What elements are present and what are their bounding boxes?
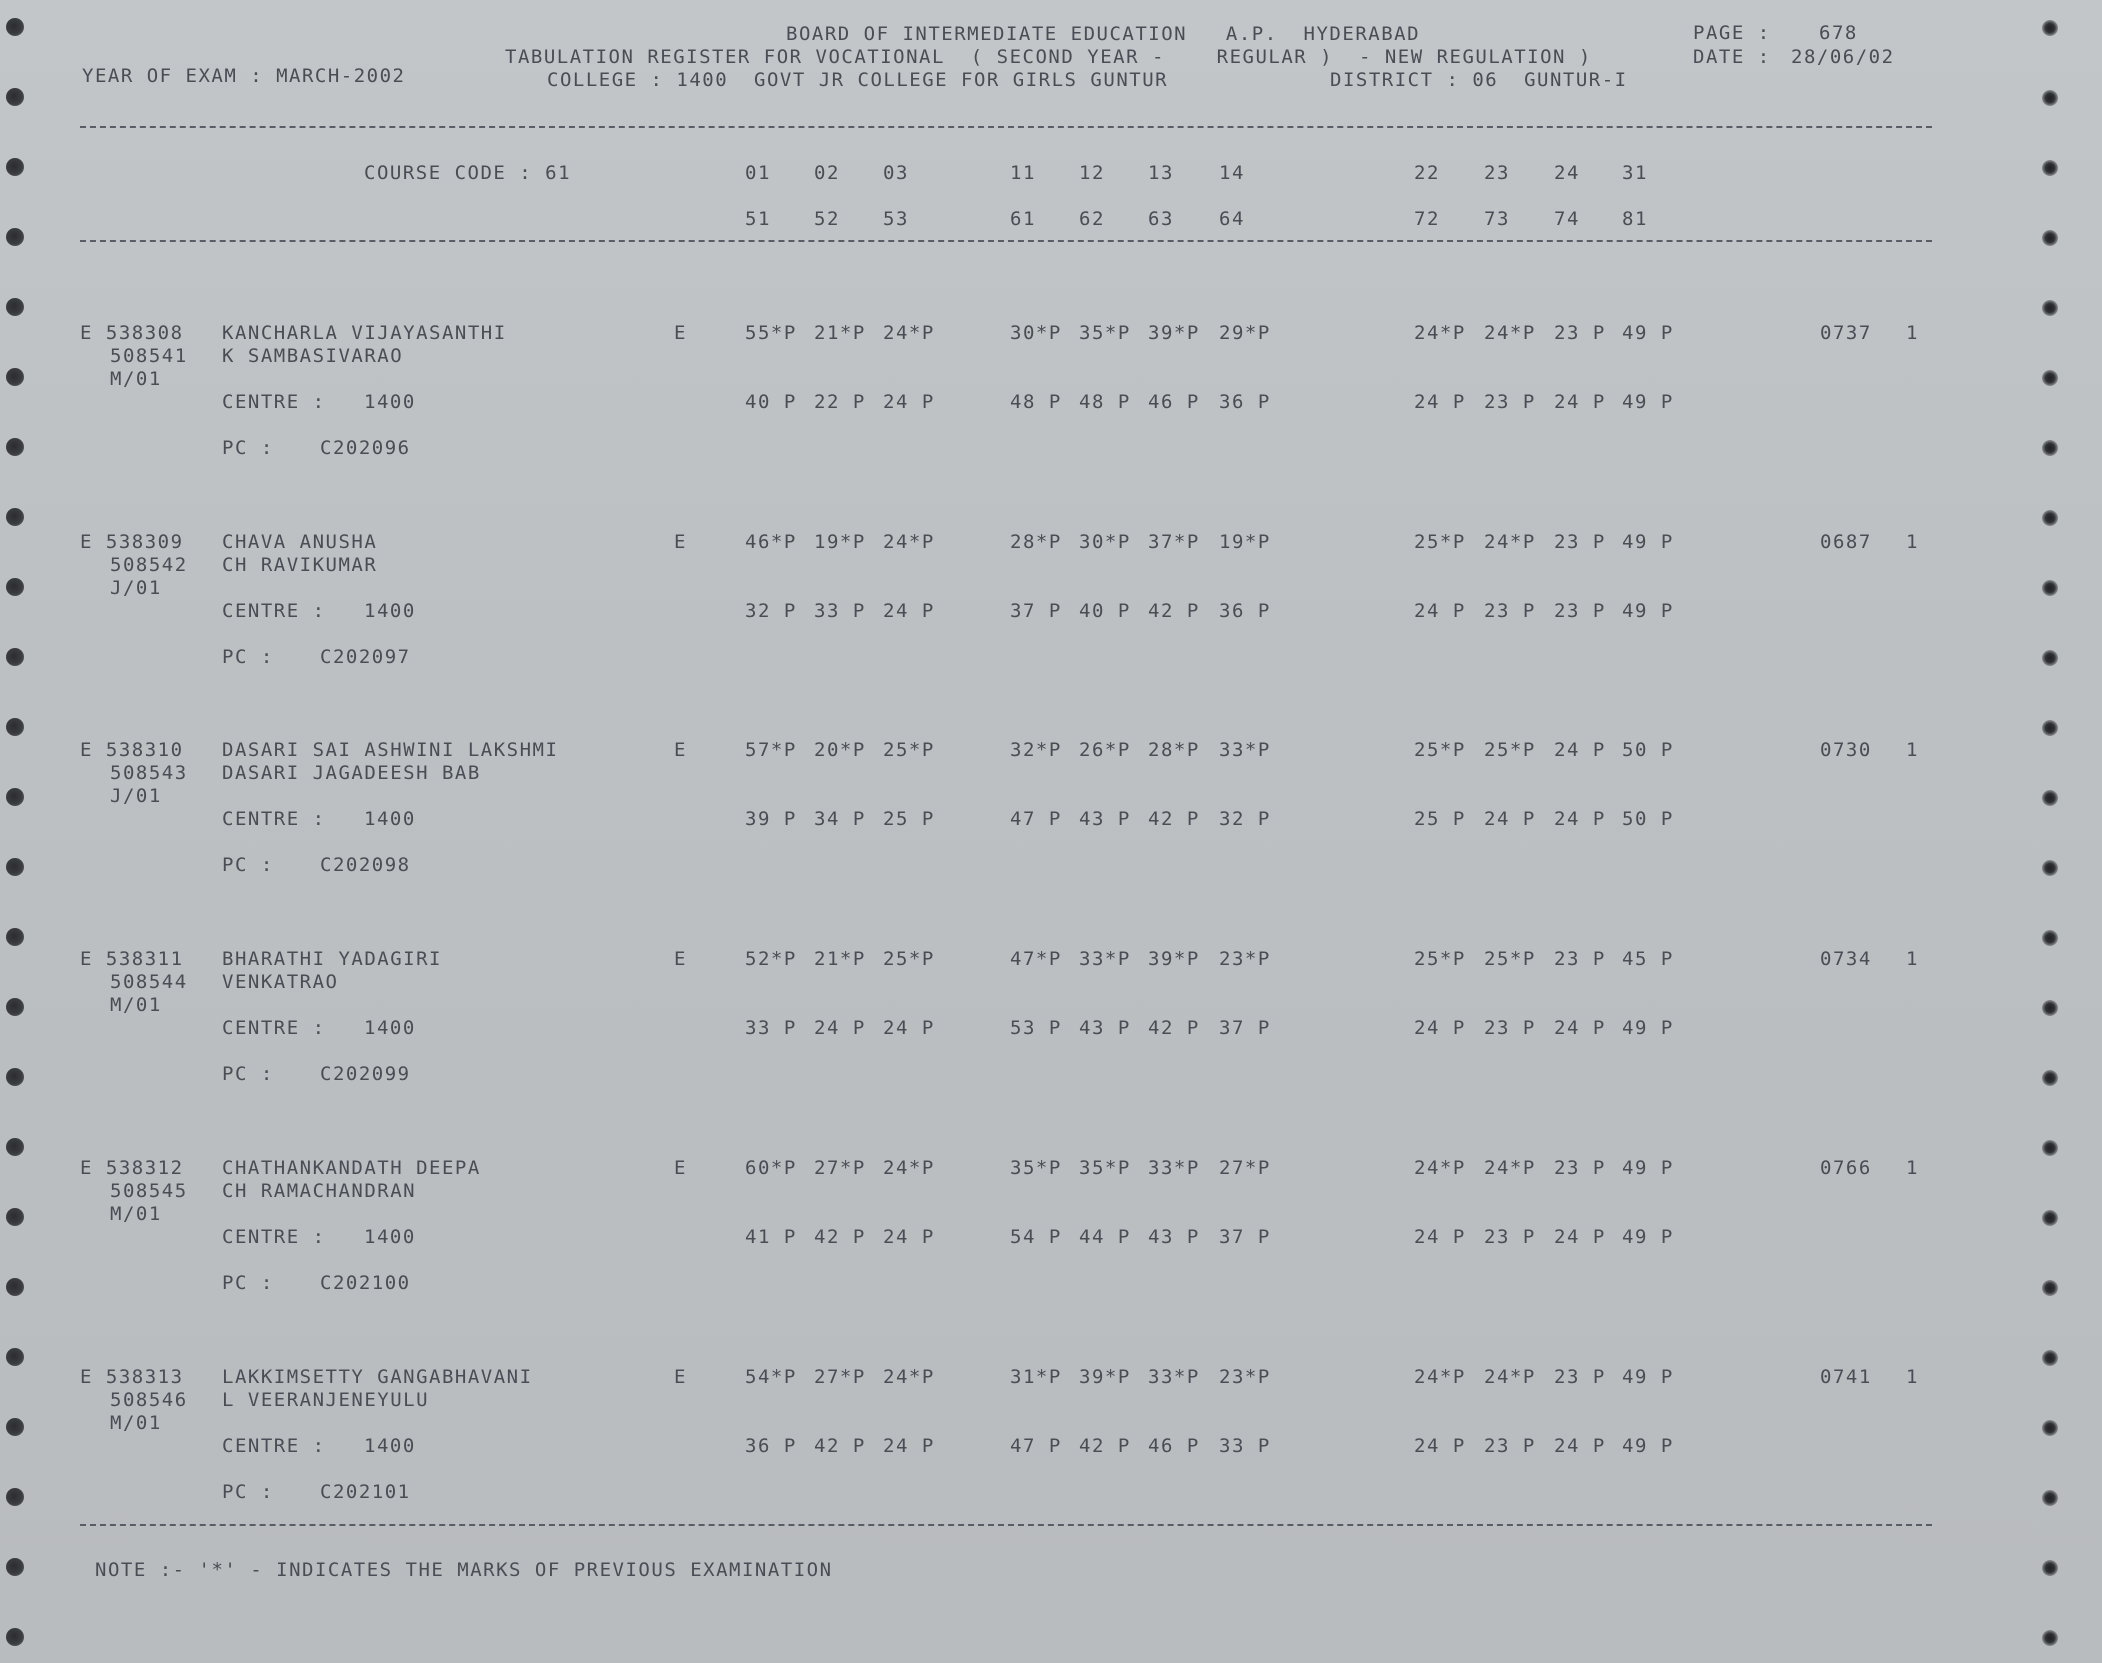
mark-cell: 44 P: [1079, 1226, 1131, 1248]
mark-cell: 25*P: [1484, 948, 1536, 970]
mark-cell: 23 P: [1484, 1435, 1536, 1457]
mark-cell: 43 P: [1148, 1226, 1200, 1248]
pc-label: PC :: [222, 437, 274, 459]
pc-label: PC :: [222, 1272, 274, 1294]
mark-cell: 33*P: [1148, 1366, 1200, 1388]
total-marks: 0737: [1820, 322, 1872, 344]
mark-cell: 36 P: [1219, 600, 1271, 622]
mark-cell: 48 P: [1010, 391, 1062, 413]
mark-cell: 24*P: [1484, 531, 1536, 553]
tractor-hole: [2042, 440, 2058, 456]
tractor-hole: [2042, 720, 2058, 736]
mark-cell: 49 P: [1622, 1435, 1674, 1457]
mark-cell: 33*P: [1148, 1157, 1200, 1179]
mark-cell: 24 P: [1554, 1435, 1606, 1457]
mark-cell: 36 P: [745, 1435, 797, 1457]
mark-cell: 24 P: [814, 1017, 866, 1039]
mark-cell: 42 P: [814, 1435, 866, 1457]
mark-cell: 42 P: [1079, 1435, 1131, 1457]
tractor-hole: [6, 228, 24, 246]
report-date: 28/06/02: [1791, 46, 1895, 68]
page-label: PAGE :: [1693, 22, 1771, 44]
mark-cell: 24 P: [1554, 1226, 1606, 1248]
centre-code: 1400: [364, 1226, 416, 1248]
board-title: BOARD OF INTERMEDIATE EDUCATION A.P. HYDERABAD: [786, 23, 1421, 45]
father-code: 508544: [110, 971, 188, 993]
total-marks: 0687: [1820, 531, 1872, 553]
pc-label: PC :: [222, 854, 274, 876]
subject-code: 31: [1622, 162, 1648, 184]
mark-cell: 49 P: [1622, 1366, 1674, 1388]
mark-cell: 46*P: [745, 531, 797, 553]
mark-cell: 28*P: [1148, 739, 1200, 761]
subject-code: 51: [745, 208, 771, 230]
tractor-hole: [2042, 1210, 2058, 1226]
mark-cell: 22 P: [814, 391, 866, 413]
total-marks: 0734: [1820, 948, 1872, 970]
mark-cell: 47*P: [1010, 948, 1062, 970]
hall-ticket-number: E 538308: [80, 322, 184, 344]
tractor-hole: [2042, 650, 2058, 666]
mark-cell: 23 P: [1554, 322, 1606, 344]
mark-cell: 49 P: [1622, 1226, 1674, 1248]
subject-code: 14: [1219, 162, 1245, 184]
tractor-hole: [6, 928, 24, 946]
father-code: 508543: [110, 762, 188, 784]
mark-cell: 32 P: [1219, 808, 1271, 830]
mark-cell: 33 P: [745, 1017, 797, 1039]
hall-ticket-number: E 538312: [80, 1157, 184, 1179]
centre-code: 1400: [364, 600, 416, 622]
tractor-hole: [2042, 860, 2058, 876]
tractor-hole: [6, 578, 24, 596]
mark-cell: 49 P: [1622, 1157, 1674, 1179]
tractor-hole: [2042, 1280, 2058, 1296]
mark-cell: 24 P: [1414, 391, 1466, 413]
mark-cell: 24 P: [883, 1017, 935, 1039]
mark-cell: 33 P: [1219, 1435, 1271, 1457]
subject-code: 62: [1079, 208, 1105, 230]
mark-cell: 40 P: [1079, 600, 1131, 622]
tractor-hole: [2042, 1140, 2058, 1156]
mark-cell: 25*P: [1414, 531, 1466, 553]
mark-cell: 35*P: [1010, 1157, 1062, 1179]
divider: [80, 1524, 1932, 1526]
medium: E: [674, 322, 687, 344]
medium: E: [674, 1366, 687, 1388]
father-name: CH RAMACHANDRAN: [222, 1180, 417, 1202]
mark-cell: 47 P: [1010, 1435, 1062, 1457]
tractor-hole: [2042, 510, 2058, 526]
centre-label: CENTRE :: [222, 808, 326, 830]
father-code: 508542: [110, 554, 188, 576]
tractor-hole: [6, 998, 24, 1016]
mark-cell: 30*P: [1010, 322, 1062, 344]
group-code: J/01: [110, 785, 162, 807]
total-marks: 0766: [1820, 1157, 1872, 1179]
mark-cell: 25 P: [1414, 808, 1466, 830]
father-code: 508546: [110, 1389, 188, 1411]
mark-cell: 37 P: [1219, 1226, 1271, 1248]
mark-cell: 24*P: [883, 322, 935, 344]
mark-cell: 30*P: [1079, 531, 1131, 553]
mark-cell: 40 P: [745, 391, 797, 413]
tractor-hole: [6, 1208, 24, 1226]
hall-ticket-number: E 538310: [80, 739, 184, 761]
tractor-hole: [2042, 1070, 2058, 1086]
mark-cell: 47 P: [1010, 808, 1062, 830]
mark-cell: 35*P: [1079, 1157, 1131, 1179]
pc-label: PC :: [222, 646, 274, 668]
subject-code: 61: [1010, 208, 1036, 230]
student-name: KANCHARLA VIJAYASANTHI: [222, 322, 507, 344]
division: 1: [1906, 1157, 1919, 1179]
mark-cell: 24 P: [1554, 739, 1606, 761]
total-marks: 0741: [1820, 1366, 1872, 1388]
subject-code: 81: [1622, 208, 1648, 230]
tractor-hole: [6, 788, 24, 806]
subject-code: 53: [883, 208, 909, 230]
mark-cell: 52*P: [745, 948, 797, 970]
mark-cell: 24 P: [1554, 1017, 1606, 1039]
pc-number: C202098: [320, 854, 411, 876]
centre-label: CENTRE :: [222, 1226, 326, 1248]
medium: E: [674, 1157, 687, 1179]
mark-cell: 49 P: [1622, 600, 1674, 622]
mark-cell: 43 P: [1079, 1017, 1131, 1039]
mark-cell: 39*P: [1148, 948, 1200, 970]
mark-cell: 41 P: [745, 1226, 797, 1248]
mark-cell: 50 P: [1622, 808, 1674, 830]
tractor-hole: [6, 1138, 24, 1156]
mark-cell: 23 P: [1484, 391, 1536, 413]
mark-cell: 23 P: [1484, 1226, 1536, 1248]
mark-cell: 54*P: [745, 1366, 797, 1388]
tractor-hole: [2042, 300, 2058, 316]
tractor-hole: [6, 1418, 24, 1436]
mark-cell: 49 P: [1622, 1017, 1674, 1039]
mark-cell: 25 P: [883, 808, 935, 830]
mark-cell: 24*P: [1484, 1366, 1536, 1388]
mark-cell: 31*P: [1010, 1366, 1062, 1388]
pc-number: C202097: [320, 646, 411, 668]
subject-code: 03: [883, 162, 909, 184]
medium: E: [674, 531, 687, 553]
father-name: CH RAVIKUMAR: [222, 554, 378, 576]
mark-cell: 60*P: [745, 1157, 797, 1179]
mark-cell: 42 P: [1148, 1017, 1200, 1039]
mark-cell: 19*P: [814, 531, 866, 553]
centre-code: 1400: [364, 1435, 416, 1457]
mark-cell: 23 P: [1554, 531, 1606, 553]
medium: E: [674, 739, 687, 761]
mark-cell: 42 P: [814, 1226, 866, 1248]
mark-cell: 46 P: [1148, 1435, 1200, 1457]
mark-cell: 23 P: [1554, 948, 1606, 970]
pc-label: PC :: [222, 1063, 274, 1085]
year-of-exam: YEAR OF EXAM : MARCH-2002: [82, 65, 406, 87]
mark-cell: 57*P: [745, 739, 797, 761]
mark-cell: 24 P: [1414, 1435, 1466, 1457]
mark-cell: 23*P: [1219, 1366, 1271, 1388]
centre-label: CENTRE :: [222, 600, 326, 622]
tractor-hole: [6, 1278, 24, 1296]
centre-label: CENTRE :: [222, 1017, 326, 1039]
mark-cell: 27*P: [1219, 1157, 1271, 1179]
tractor-hole: [6, 1488, 24, 1506]
mark-cell: 33*P: [1079, 948, 1131, 970]
mark-cell: 45 P: [1622, 948, 1674, 970]
mark-cell: 21*P: [814, 322, 866, 344]
tractor-hole: [2042, 790, 2058, 806]
pc-label: PC :: [222, 1481, 274, 1503]
father-code: 508545: [110, 1180, 188, 1202]
centre-label: CENTRE :: [222, 391, 326, 413]
mark-cell: 23*P: [1219, 948, 1271, 970]
mark-cell: 23 P: [1554, 1366, 1606, 1388]
subject-code: 72: [1414, 208, 1440, 230]
mark-cell: 32*P: [1010, 739, 1062, 761]
subject-code: 74: [1554, 208, 1580, 230]
group-code: J/01: [110, 577, 162, 599]
mark-cell: 39*P: [1148, 322, 1200, 344]
tractor-hole: [6, 438, 24, 456]
mark-cell: 25*P: [1414, 948, 1466, 970]
mark-cell: 23 P: [1484, 600, 1536, 622]
father-name: VENKATRAO: [222, 971, 339, 993]
mark-cell: 24*P: [1414, 1157, 1466, 1179]
mark-cell: 37 P: [1219, 1017, 1271, 1039]
subject-code: 02: [814, 162, 840, 184]
mark-cell: 24 P: [883, 391, 935, 413]
tractor-hole: [6, 368, 24, 386]
mark-cell: 27*P: [814, 1157, 866, 1179]
tractor-hole: [2042, 580, 2058, 596]
mark-cell: 23 P: [1554, 1157, 1606, 1179]
mark-cell: 54 P: [1010, 1226, 1062, 1248]
centre-code: 1400: [364, 1017, 416, 1039]
left-tractor-feed-holes: [0, 0, 40, 1663]
subject-code: 23: [1484, 162, 1510, 184]
mark-cell: 48 P: [1079, 391, 1131, 413]
mark-cell: 24 P: [1414, 1017, 1466, 1039]
mark-cell: 42 P: [1148, 808, 1200, 830]
tractor-hole: [2042, 1420, 2058, 1436]
mark-cell: 50 P: [1622, 739, 1674, 761]
mark-cell: 24*P: [1414, 1366, 1466, 1388]
medium: E: [674, 948, 687, 970]
page-number: 678: [1819, 22, 1858, 44]
father-name: DASARI JAGADEESH BAB: [222, 762, 481, 784]
mark-cell: 39*P: [1079, 1366, 1131, 1388]
mark-cell: 24*P: [883, 531, 935, 553]
student-name: BHARATHI YADAGIRI: [222, 948, 442, 970]
mark-cell: 20*P: [814, 739, 866, 761]
mark-cell: 21*P: [814, 948, 866, 970]
division: 1: [1906, 322, 1919, 344]
pc-number: C202096: [320, 437, 411, 459]
mark-cell: 23 P: [1484, 1017, 1536, 1039]
tractor-hole: [6, 858, 24, 876]
mark-cell: 24 P: [883, 1435, 935, 1457]
mark-cell: 29*P: [1219, 322, 1271, 344]
subject-code: 11: [1010, 162, 1036, 184]
mark-cell: 33*P: [1219, 739, 1271, 761]
district-line: DISTRICT : 06 GUNTUR-I: [1330, 69, 1628, 91]
mark-cell: 43 P: [1079, 808, 1131, 830]
mark-cell: 19*P: [1219, 531, 1271, 553]
mark-cell: 24*P: [883, 1157, 935, 1179]
mark-cell: 55*P: [745, 322, 797, 344]
hall-ticket-number: E 538311: [80, 948, 184, 970]
right-tractor-feed-holes: [2040, 0, 2080, 1663]
mark-cell: 33 P: [814, 600, 866, 622]
mark-cell: 24 P: [883, 600, 935, 622]
division: 1: [1906, 739, 1919, 761]
tractor-hole: [6, 1068, 24, 1086]
tractor-hole: [2042, 1490, 2058, 1506]
register-title: TABULATION REGISTER FOR VOCATIONAL ( SECOND YEAR - REGULAR ) - NEW REGULATION ): [505, 46, 1592, 68]
mark-cell: 34 P: [814, 808, 866, 830]
mark-cell: 25*P: [1484, 739, 1536, 761]
student-name: LAKKIMSETTY GANGABHAVANI: [222, 1366, 533, 1388]
tractor-hole: [2042, 930, 2058, 946]
divider: [80, 240, 1932, 242]
division: 1: [1906, 1366, 1919, 1388]
tractor-hole: [6, 648, 24, 666]
group-code: M/01: [110, 368, 162, 390]
father-name: K SAMBASIVARAO: [222, 345, 404, 367]
mark-cell: 35*P: [1079, 322, 1131, 344]
group-code: M/01: [110, 1203, 162, 1225]
total-marks: 0730: [1820, 739, 1872, 761]
father-name: L VEERANJENEYULU: [222, 1389, 430, 1411]
mark-cell: 37 P: [1010, 600, 1062, 622]
mark-cell: 24 P: [1484, 808, 1536, 830]
tractor-hole: [2042, 1000, 2058, 1016]
tractor-hole: [2042, 370, 2058, 386]
mark-cell: 24 P: [1414, 1226, 1466, 1248]
mark-cell: 26*P: [1079, 739, 1131, 761]
pc-number: C202101: [320, 1481, 411, 1503]
subject-code: 73: [1484, 208, 1510, 230]
tractor-hole: [2042, 1630, 2058, 1646]
mark-cell: 24*P: [1414, 322, 1466, 344]
tractor-hole: [6, 1628, 24, 1646]
student-name: DASARI SAI ASHWINI LAKSHMI: [222, 739, 559, 761]
subject-code: 63: [1148, 208, 1174, 230]
mark-cell: 24*P: [1484, 322, 1536, 344]
mark-cell: 32 P: [745, 600, 797, 622]
mark-cell: 46 P: [1148, 391, 1200, 413]
centre-code: 1400: [364, 391, 416, 413]
college-line: COLLEGE : 1400 GOVT JR COLLEGE FOR GIRLS GUNTUR: [547, 69, 1169, 91]
tractor-hole: [6, 298, 24, 316]
mark-cell: 49 P: [1622, 391, 1674, 413]
subject-code: 64: [1219, 208, 1245, 230]
date-label: DATE :: [1693, 46, 1771, 68]
hall-ticket-number: E 538313: [80, 1366, 184, 1388]
mark-cell: 53 P: [1010, 1017, 1062, 1039]
subject-code: 22: [1414, 162, 1440, 184]
tractor-hole: [6, 508, 24, 526]
centre-code: 1400: [364, 808, 416, 830]
mark-cell: 36 P: [1219, 391, 1271, 413]
footnote: NOTE :- '*' - INDICATES THE MARKS OF PREVIOUS EXAMINATION: [95, 1559, 833, 1581]
tractor-hole: [2042, 230, 2058, 246]
mark-cell: 49 P: [1622, 322, 1674, 344]
father-code: 508541: [110, 345, 188, 367]
mark-cell: 23 P: [1554, 600, 1606, 622]
mark-cell: 27*P: [814, 1366, 866, 1388]
course-code: COURSE CODE : 61: [364, 162, 572, 184]
group-code: M/01: [110, 994, 162, 1016]
mark-cell: 39 P: [745, 808, 797, 830]
mark-cell: 24 P: [1414, 600, 1466, 622]
hall-ticket-number: E 538309: [80, 531, 184, 553]
subject-code: 01: [745, 162, 771, 184]
pc-number: C202099: [320, 1063, 411, 1085]
centre-label: CENTRE :: [222, 1435, 326, 1457]
mark-cell: 49 P: [1622, 531, 1674, 553]
tractor-hole: [6, 718, 24, 736]
mark-cell: 25*P: [1414, 739, 1466, 761]
division: 1: [1906, 531, 1919, 553]
pc-number: C202100: [320, 1272, 411, 1294]
group-code: M/01: [110, 1412, 162, 1434]
student-name: CHATHANKANDATH DEEPA: [222, 1157, 481, 1179]
subject-code: 52: [814, 208, 840, 230]
mark-cell: 42 P: [1148, 600, 1200, 622]
mark-cell: 24 P: [1554, 391, 1606, 413]
mark-cell: 24 P: [1554, 808, 1606, 830]
mark-cell: 24 P: [883, 1226, 935, 1248]
subject-code: 24: [1554, 162, 1580, 184]
mark-cell: 24*P: [1484, 1157, 1536, 1179]
tractor-hole: [6, 1558, 24, 1576]
mark-cell: 37*P: [1148, 531, 1200, 553]
division: 1: [1906, 948, 1919, 970]
mark-cell: 24*P: [883, 1366, 935, 1388]
mark-cell: 25*P: [883, 948, 935, 970]
subject-code: 13: [1148, 162, 1174, 184]
subject-code: 12: [1079, 162, 1105, 184]
student-name: CHAVA ANUSHA: [222, 531, 378, 553]
tractor-hole: [6, 1348, 24, 1366]
tractor-hole: [2042, 1560, 2058, 1576]
mark-cell: 25*P: [883, 739, 935, 761]
tractor-hole: [2042, 1350, 2058, 1366]
mark-cell: 28*P: [1010, 531, 1062, 553]
